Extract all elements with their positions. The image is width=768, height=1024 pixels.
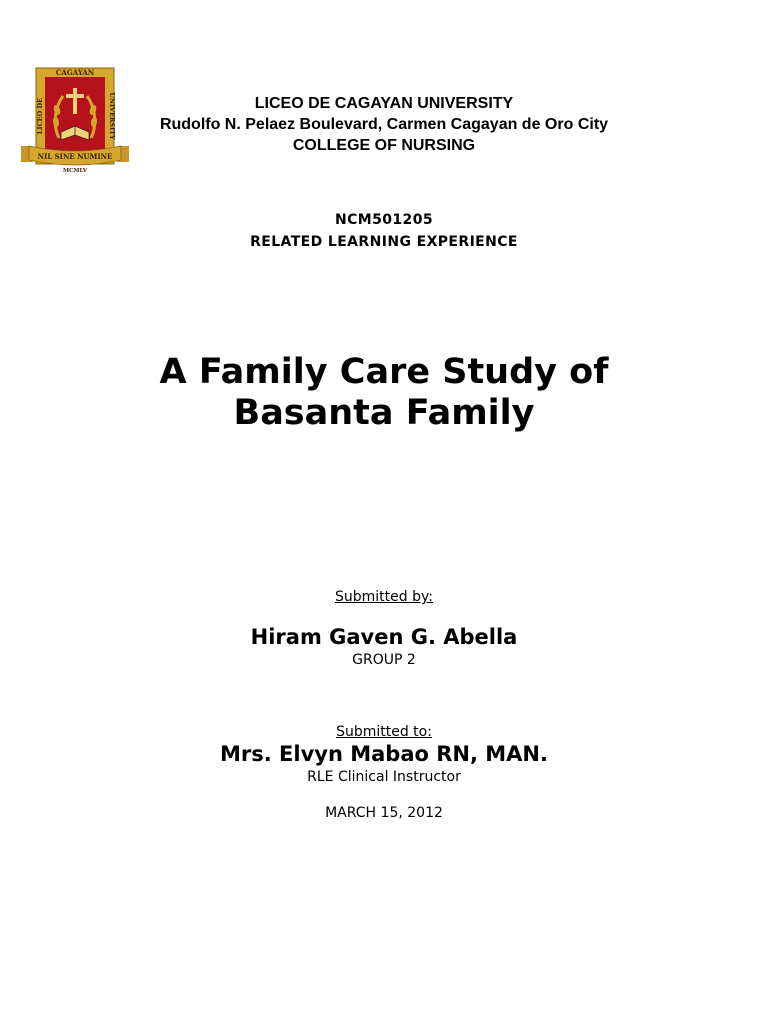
college-name: COLLEGE OF NURSING: [292, 137, 476, 154]
svg-text:NIL SINE NUMINE: NIL SINE NUMINE: [37, 152, 113, 161]
instructor-role: RLE Clinical Instructor: [307, 769, 461, 785]
svg-text:LICEO DE: LICEO DE: [36, 97, 44, 135]
svg-text:CAGAYAN: CAGAYAN: [55, 68, 95, 77]
course-name: RELATED LEARNING EXPERIENCE: [250, 234, 518, 250]
submitted-by-label: Submitted by:: [335, 589, 433, 605]
submitted-to-label: Submitted to:: [336, 724, 432, 740]
university-address: Rudolfo N. Pelaez Boulevard, Carmen Cagayan de Oro City: [159, 116, 609, 133]
instructor-name: Mrs. Elvyn Mabao RN, MAN.: [220, 742, 548, 766]
student-name: Hiram Gaven G. Abella: [250, 625, 518, 649]
submission-date: MARCH 15, 2012: [325, 805, 443, 821]
document-title-line-1: A Family Care Study of: [159, 352, 609, 392]
university-name: LICEO DE CAGAYAN UNIVERSITY: [254, 95, 514, 112]
group-label: GROUP 2: [352, 652, 416, 668]
svg-text:MCMLV: MCMLV: [62, 168, 88, 174]
document-title-line-2: Basanta Family: [233, 393, 535, 433]
course-code: NCM501205: [335, 212, 433, 228]
svg-text:UNIVERSITY: UNIVERSITY: [108, 92, 116, 140]
